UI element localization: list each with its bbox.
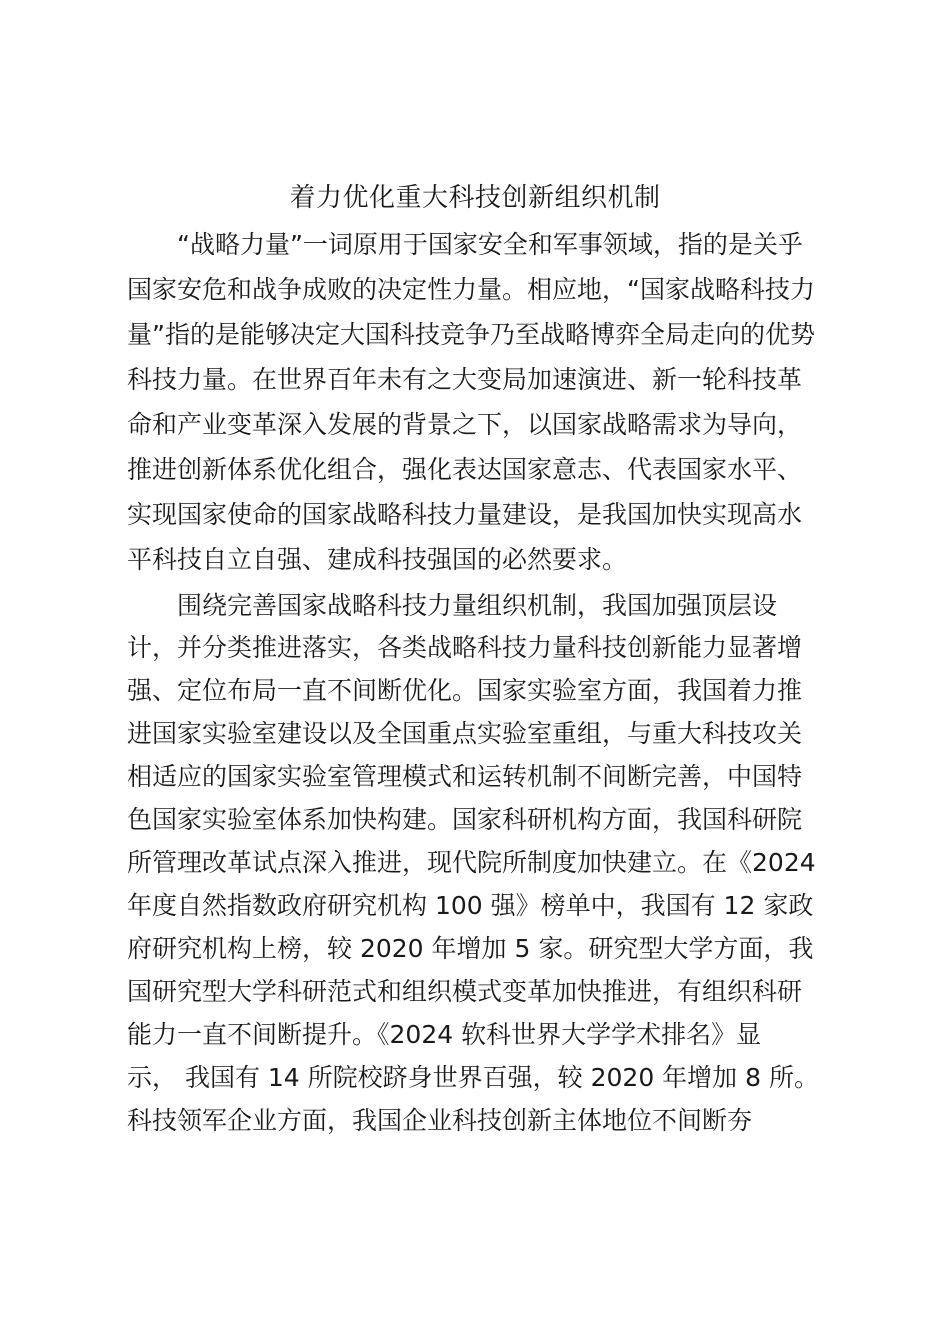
paragraph-line: 所管理改革试点深入推进，现代院所制度加快建立。在《2024: [127, 848, 816, 877]
paragraph-line: 国家安危和战争成败的决定性力量。相应地，“国家战略科技力: [127, 275, 815, 304]
paragraph-line: 强、定位布局一直不间断优化。国家实验室方面，我国着力推: [127, 676, 803, 705]
paragraph-line: 示， 我国有 14 所院校跻身世界百强，较 2020 年增加 8 所。: [127, 1063, 819, 1092]
paragraph-line: 计，并分类推进落实，各类战略科技力量科技创新能力显著增: [127, 633, 803, 662]
paragraph-line: 推进创新体系优化组合，强化表达国家意志、代表国家水平、: [127, 455, 803, 484]
paragraph-line: 相适应的国家实验室管理模式和运转机制不间断完善，中国特: [127, 762, 803, 791]
paragraph-line: 命和产业变革深入发展的背景之下，以国家战略需求为导向，: [127, 410, 803, 439]
paragraph-line: 能力一直不间断提升。《2024 软科世界大学学术排名》显: [127, 1020, 762, 1049]
paragraph-line: 色国家实验室体系加快构建。国家科研机构方面，我国科研院: [127, 805, 803, 834]
paragraph-line: 平科技自立自强、建成科技强国的必然要求。: [127, 545, 628, 574]
paragraph-line: “战略力量”一词原用于国家安全和军事领域，指的是关乎: [177, 230, 803, 259]
paragraph-line: 科技领军企业方面，我国企业科技创新主体地位不间断夯: [127, 1106, 753, 1135]
paragraph-line: 围绕完善国家战略科技力量组织机制，我国加强顶层设: [177, 591, 778, 620]
paragraph-line: 科技力量。在世界百年未有之大变局加速演进、新一轮科技革: [127, 365, 803, 394]
paragraph-line: 国研究型大学科研范式和组织模式变革加快推进，有组织科研: [127, 977, 803, 1006]
paragraph-line: 年度自然指数政府研究机构 100 强》榜单中，我国有 12 家政: [127, 891, 814, 920]
paragraph-line: 府研究机构上榜，较 2020 年增加 5 家。研究型大学方面，我: [127, 934, 814, 963]
document-title: 着力优化重大科技创新组织机制: [289, 183, 661, 213]
paragraph-line: 进国家实验室建设以及全国重点实验室重组，与重大科技攻关: [127, 719, 803, 748]
paragraph-line: 实现国家使命的国家战略科技力量建设，是我国加快实现高水: [127, 500, 803, 529]
paragraph-line: 量”指的是能够决定大国科技竞争乃至战略博弈全局走向的优势: [127, 320, 815, 349]
